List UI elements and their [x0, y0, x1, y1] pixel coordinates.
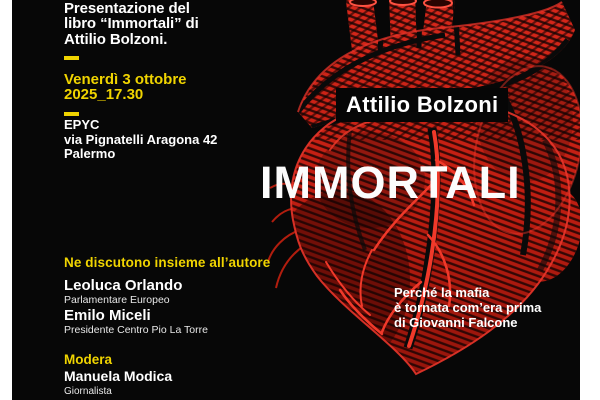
- speaker-item: [64, 308, 208, 336]
- page-margin-left: [0, 0, 12, 400]
- moderator-name: Manuela Modica: [64, 368, 173, 384]
- speaker-name: Leoluca Orlando: [64, 277, 183, 294]
- venue-city: Palermo: [64, 146, 116, 162]
- divider-dash: [64, 112, 79, 116]
- book-title: IMMORTALI: [260, 157, 521, 208]
- venue-address: via Pignatelli Aragona 42: [64, 131, 218, 147]
- venue-name: EPYC: [64, 117, 100, 132]
- event-poster: [12, 0, 580, 400]
- moderator-role: Giornalista: [64, 386, 112, 397]
- book-subtitle-line-2: è tornata com’era prima: [394, 299, 542, 315]
- speaker-name: Emilo Miceli: [64, 307, 151, 324]
- event-venue: [64, 118, 217, 162]
- page-margin-right: [580, 0, 600, 400]
- event-title-line-1: Presentazione del: [64, 0, 190, 17]
- event-datetime: [64, 72, 187, 103]
- event-title-line-3: Attilio Bolzoni.: [64, 30, 168, 48]
- speaker-role: Presidente Centro Pio La Torre: [64, 324, 208, 336]
- event-title: [64, 1, 294, 47]
- book-subtitle-line-3: di Giovanni Falcone: [394, 314, 518, 330]
- book-author-band: Attilio Bolzoni: [336, 88, 508, 122]
- speaker-item: [64, 278, 182, 306]
- divider-dash: [64, 56, 79, 60]
- event-date-line: Venerdì 3 ottobre: [64, 71, 187, 88]
- speaker-role: Parlamentare Europeo: [64, 294, 170, 306]
- book-subtitle: [394, 286, 541, 331]
- book-subtitle-line-1: Perché la mafia: [394, 285, 490, 300]
- moderator-item: [64, 369, 172, 397]
- moderator-heading: Modera: [64, 352, 113, 367]
- discussion-heading: Ne discutono insieme all’autore: [64, 255, 271, 270]
- event-title-line-2: libro “Immortali” di: [64, 15, 199, 33]
- event-time-line: 2025_17.30: [64, 86, 144, 104]
